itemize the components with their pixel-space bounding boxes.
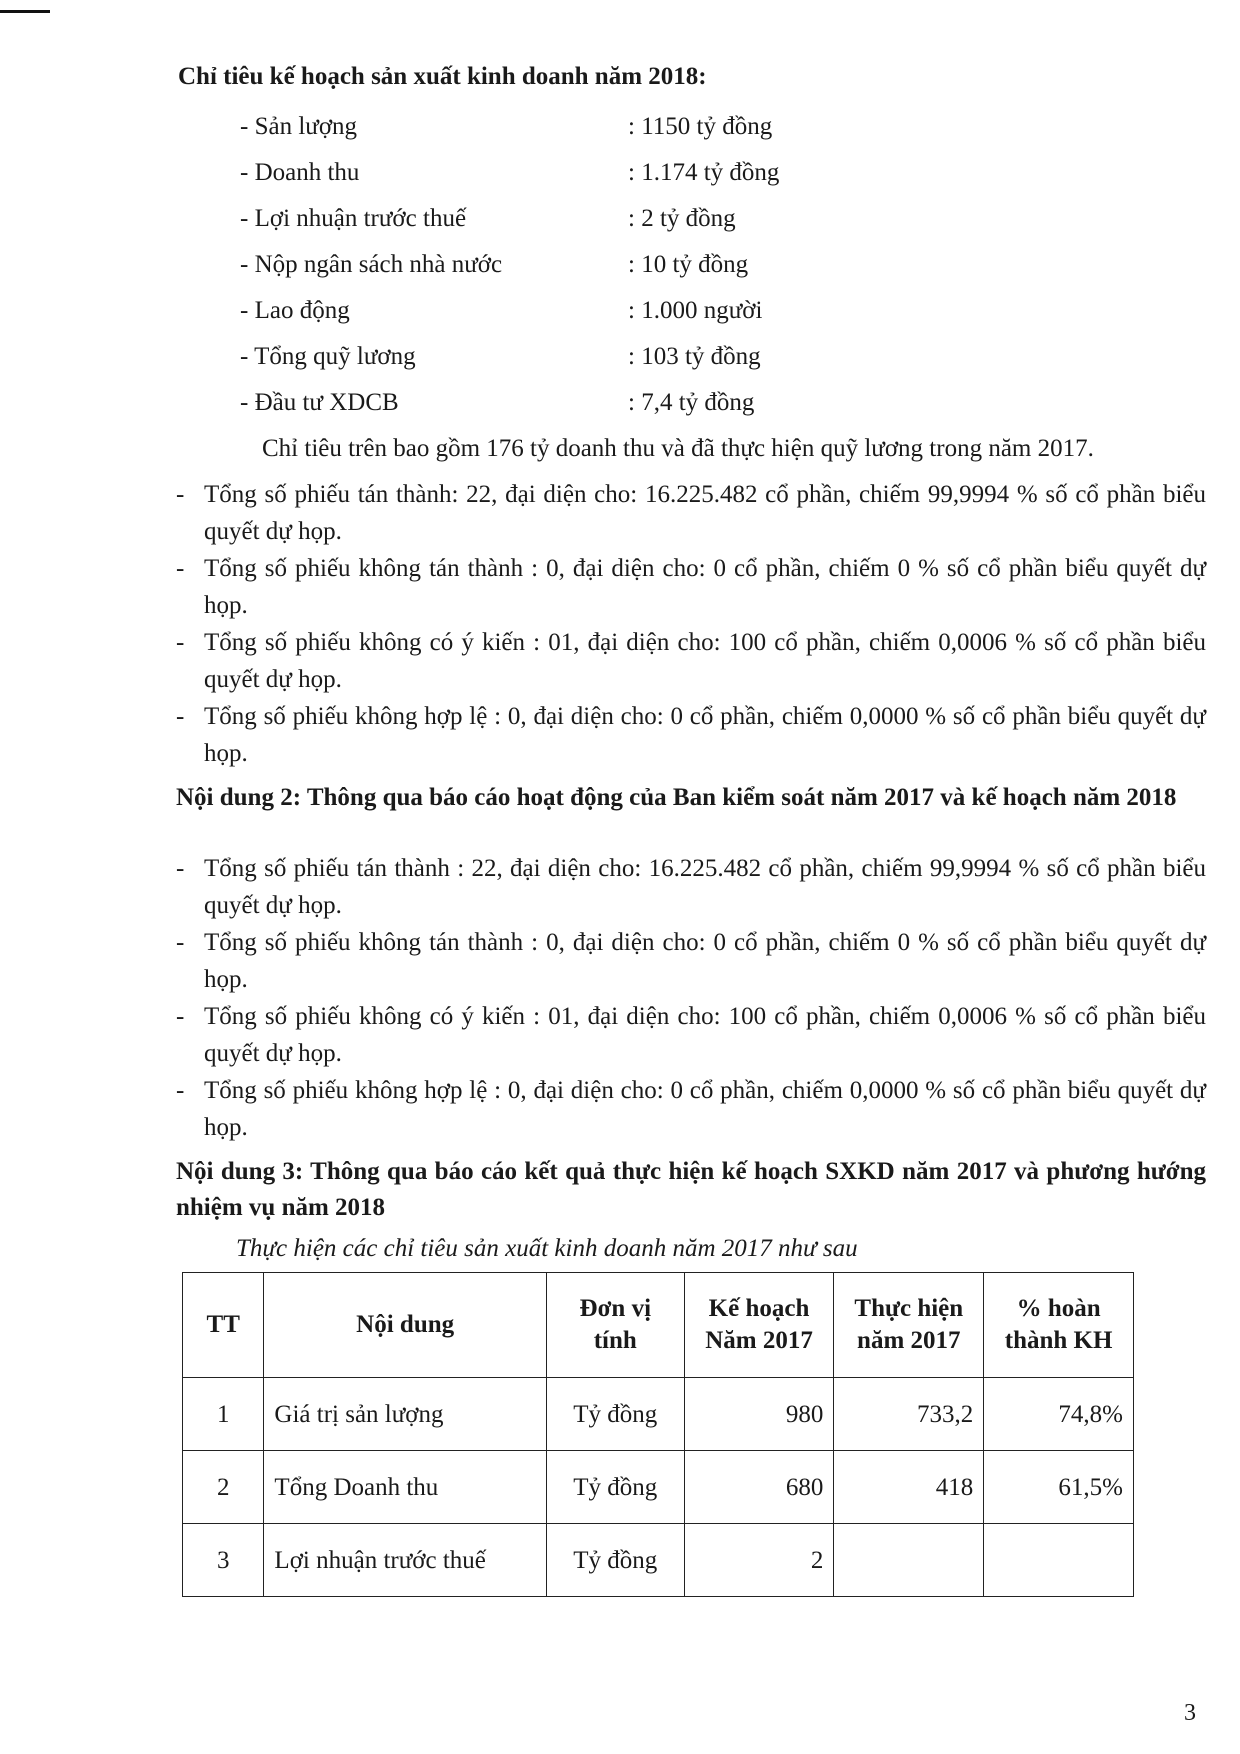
plan-item-value: : 10 tỷ đồng bbox=[628, 251, 749, 278]
col-header-unit: Đơn vị tính bbox=[546, 1273, 684, 1378]
cell-content: Lợi nhuận trước thuế bbox=[264, 1524, 546, 1597]
plan-item-label: - Doanh thu bbox=[240, 159, 360, 186]
cell-actual: 733,2 bbox=[834, 1378, 984, 1451]
plan-item-label: - Đầu tư XDCB bbox=[240, 389, 399, 416]
plan-item-label: - Sản lượng bbox=[240, 113, 358, 140]
cell-content: Giá trị sản lượng bbox=[264, 1378, 546, 1451]
plan-item-label: - Lao động bbox=[240, 297, 350, 324]
section-3-title: Nội dung 3: Thông qua báo cáo kết quả thực hiện kế hoạch SXKD năm 2017 và phương hướng nhiệm vụ năm 2018 bbox=[176, 1158, 1206, 1221]
cell-completion: 61,5% bbox=[984, 1451, 1134, 1524]
cell-unit: Tỷ đồng bbox=[546, 1378, 684, 1451]
plan-item-value: : 103 tỷ đồng bbox=[628, 343, 761, 370]
vote-text: Tổng số phiếu không tán thành : 0, đại diện cho: 0 cổ phần, chiếm 0 % số cổ phần biểu quyết dự họp. bbox=[204, 555, 1206, 619]
col-header-completion: % hoàn thành KH bbox=[984, 1273, 1134, 1378]
vote-list-1 bbox=[176, 476, 1206, 772]
plan-item-value: : 1.000 người bbox=[628, 297, 763, 324]
plan-item bbox=[240, 154, 940, 190]
cell-plan: 680 bbox=[684, 1451, 834, 1524]
vote-item: - Tổng số phiếu không tán thành : 0, đại diện cho: 0 cổ phần, chiếm 0 % số cổ phần biểu quyết dự họp. bbox=[176, 929, 1206, 993]
plan-item bbox=[240, 292, 940, 328]
vote-list-2 bbox=[176, 850, 1206, 1146]
plan-item bbox=[240, 200, 940, 236]
results-table bbox=[182, 1272, 1134, 1597]
plan-item-label: - Tổng quỹ lương bbox=[240, 343, 416, 370]
col-header-plan: Kế hoạch Năm 2017 bbox=[684, 1273, 834, 1378]
col-header-content: Nội dung bbox=[264, 1273, 546, 1378]
cell-unit: Tỷ đồng bbox=[546, 1451, 684, 1524]
plan-item-value: : 1150 tỷ đồng bbox=[628, 113, 773, 140]
section-2-title: Nội dung 2: Thông qua báo cáo hoạt động của Ban kiểm soát năm 2017 và kế hoạch năm 2018 bbox=[176, 784, 1177, 811]
vote-item: - Tổng số phiếu không tán thành : 0, đại diện cho: 0 cổ phần, chiếm 0 % số cổ phần biểu quyết dự họp. bbox=[176, 555, 1206, 619]
vote-text: Tổng số phiếu không có ý kiến : 01, đại diện cho: 100 cổ phần, chiếm 0,0006 % số cổ phần biểu quyết dự họp. bbox=[204, 629, 1206, 693]
cell-actual: 418 bbox=[834, 1451, 984, 1524]
table-row bbox=[183, 1451, 1134, 1524]
cell-completion bbox=[984, 1524, 1134, 1597]
vote-item: - Tổng số phiếu không có ý kiến : 01, đại diện cho: 100 cổ phần, chiếm 0,0006 % số cổ phần biểu quyết dự họp. bbox=[176, 1003, 1206, 1067]
vote-item: - Tổng số phiếu tán thành : 22, đại diện cho: 16.225.482 cổ phần, chiếm 99,9994 % số cổ phần biểu quyết dự họp. bbox=[176, 855, 1206, 919]
vote-text: Tổng số phiếu không có ý kiến : 01, đại diện cho: 100 cổ phần, chiếm 0,0006 % số cổ phần biểu quyết dự họp. bbox=[204, 1003, 1206, 1067]
table-row bbox=[183, 1524, 1134, 1597]
plan-note: Chỉ tiêu trên bao gồm 176 tỷ doanh thu và đã thực hiện quỹ lương trong năm 2017. bbox=[262, 435, 1094, 462]
vote-item: - Tổng số phiếu tán thành: 22, đại diện cho: 16.225.482 cổ phần, chiếm 99,9994 % số cổ phần biểu quyết dự họp. bbox=[176, 481, 1206, 545]
cell-plan: 2 bbox=[684, 1524, 834, 1597]
plan-item-value: : 2 tỷ đồng bbox=[628, 205, 736, 232]
table-caption: Thực hiện các chỉ tiêu sản xuất kinh doanh năm 2017 như sau bbox=[236, 1235, 858, 1262]
page-number: 3 bbox=[1184, 1700, 1196, 1726]
vote-text: Tổng số phiếu tán thành : 22, đại diện cho: 16.225.482 cổ phần, chiếm 99,9994 % số cổ phần biểu quyết dự họp. bbox=[204, 855, 1206, 919]
plan-heading: Chỉ tiêu kế hoạch sản xuất kinh doanh năm 2018: bbox=[178, 63, 707, 90]
plan-item-label: - Nộp ngân sách nhà nước bbox=[240, 251, 503, 278]
plan-item bbox=[240, 384, 940, 420]
vote-item: - Tổng số phiếu không hợp lệ : 0, đại diện cho: 0 cổ phần, chiếm 0,0000 % số cổ phần biểu quyết dự họp. bbox=[176, 1077, 1206, 1141]
plan-item bbox=[240, 108, 940, 144]
vote-text: Tổng số phiếu không hợp lệ : 0, đại diện cho: 0 cổ phần, chiếm 0,0000 % số cổ phần biểu quyết dự họp. bbox=[204, 1077, 1206, 1141]
table-row bbox=[183, 1378, 1134, 1451]
cell-tt: 1 bbox=[183, 1378, 264, 1451]
plan-item-value: : 1.174 tỷ đồng bbox=[628, 159, 780, 186]
vote-text: Tổng số phiếu không tán thành : 0, đại diện cho: 0 cổ phần, chiếm 0 % số cổ phần biểu quyết dự họp. bbox=[204, 929, 1206, 993]
plan-item bbox=[240, 338, 940, 374]
table-header-row bbox=[183, 1273, 1134, 1378]
cell-plan: 980 bbox=[684, 1378, 834, 1451]
vote-item: - Tổng số phiếu không có ý kiến : 01, đại diện cho: 100 cổ phần, chiếm 0,0006 % số cổ phần biểu quyết dự họp. bbox=[176, 629, 1206, 693]
col-header-tt: TT bbox=[183, 1273, 264, 1378]
plan-item-label: - Lợi nhuận trước thuế bbox=[240, 205, 467, 232]
cell-tt: 3 bbox=[183, 1524, 264, 1597]
vote-text: Tổng số phiếu tán thành: 22, đại diện cho: 16.225.482 cổ phần, chiếm 99,9994 % số cổ phần biểu quyết dự họp. bbox=[204, 481, 1206, 545]
vote-text: Tổng số phiếu không hợp lệ : 0, đại diện cho: 0 cổ phần, chiếm 0,0000 % số cổ phần biểu quyết dự họp. bbox=[204, 703, 1206, 767]
cell-unit: Tỷ đồng bbox=[546, 1524, 684, 1597]
plan-item-value: : 7,4 tỷ đồng bbox=[628, 389, 755, 416]
cell-actual bbox=[834, 1524, 984, 1597]
cell-completion: 74,8% bbox=[984, 1378, 1134, 1451]
vote-item: - Tổng số phiếu không hợp lệ : 0, đại diện cho: 0 cổ phần, chiếm 0,0000 % số cổ phần biểu quyết dự họp. bbox=[176, 703, 1206, 767]
col-header-actual: Thực hiện năm 2017 bbox=[834, 1273, 984, 1378]
cell-tt: 2 bbox=[183, 1451, 264, 1524]
cell-content: Tổng Doanh thu bbox=[264, 1451, 546, 1524]
plan-item bbox=[240, 246, 940, 282]
